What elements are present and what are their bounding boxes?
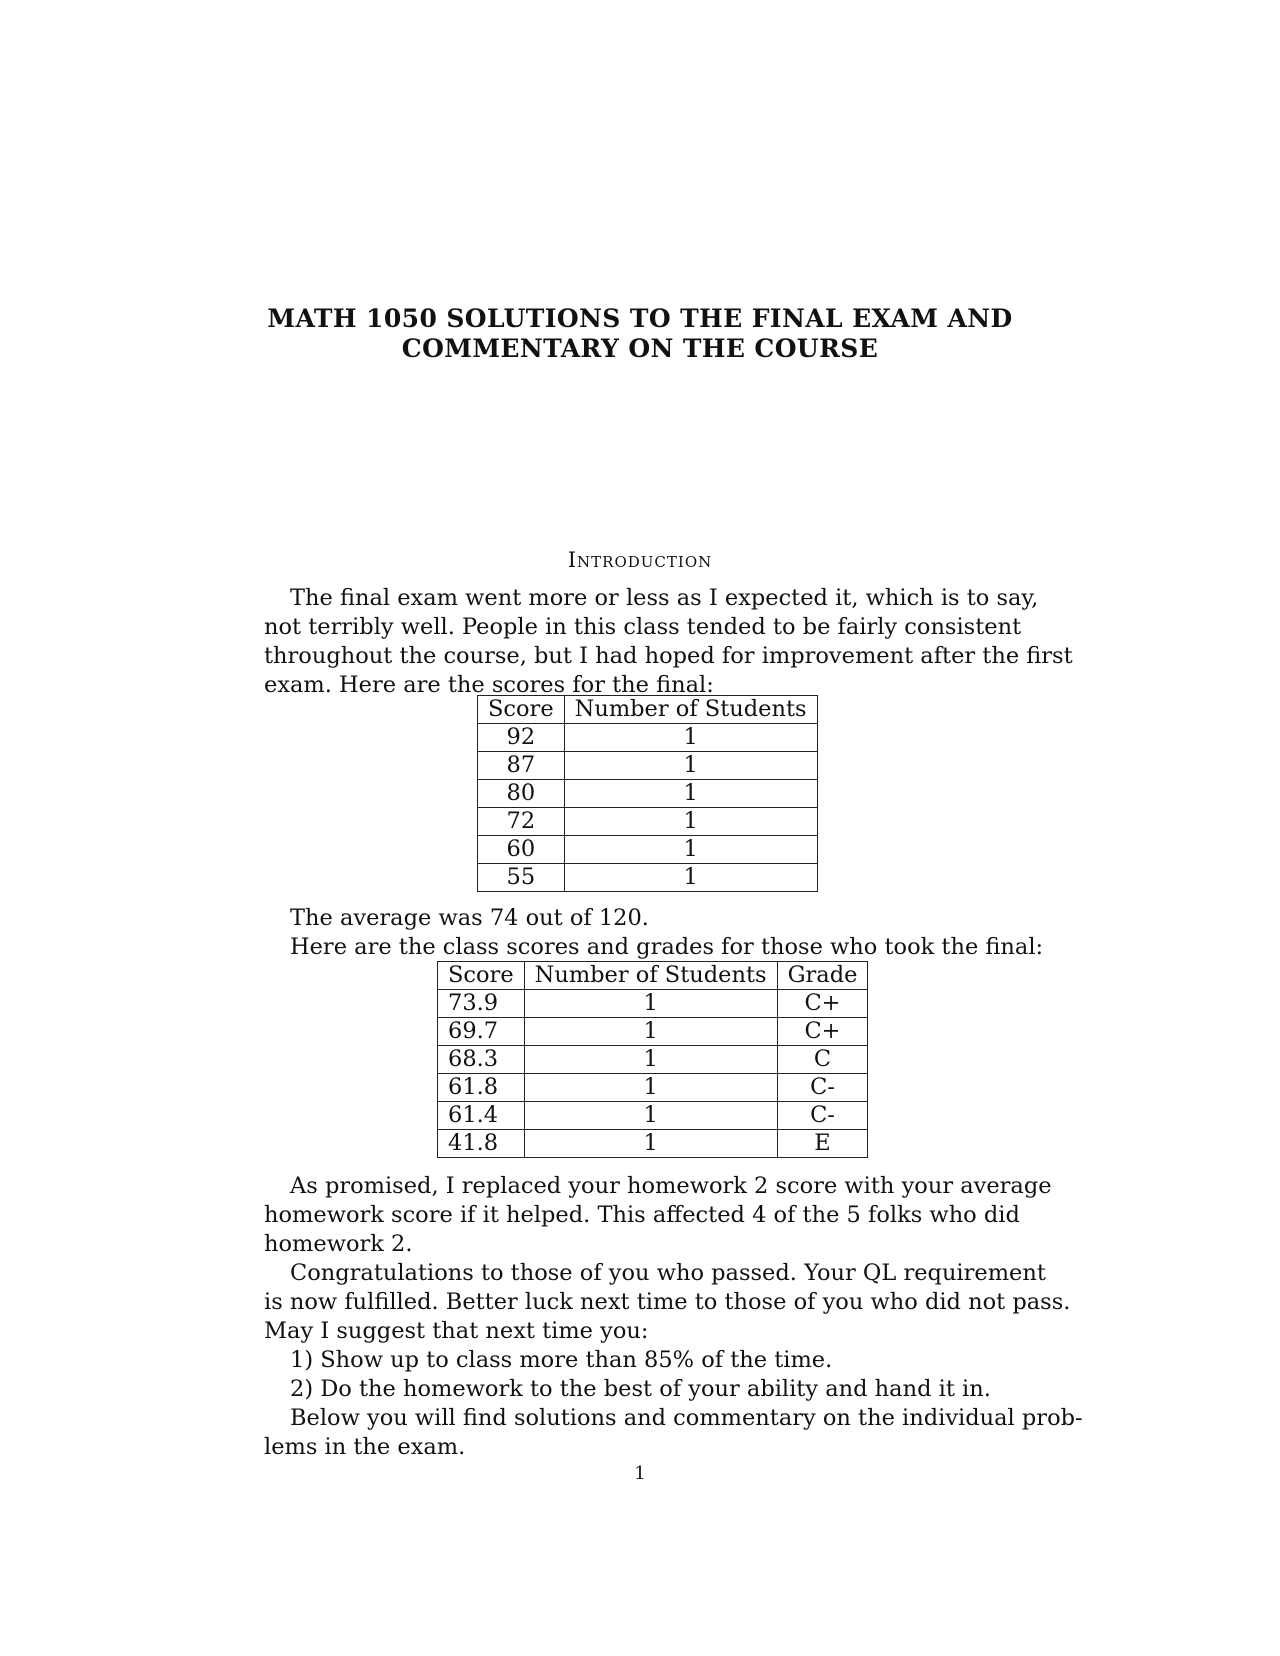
title-line-1: MATH 1050 SOLUTIONS TO THE FINAL EXAM AND <box>267 304 1013 333</box>
table-row <box>478 780 818 808</box>
table-cell: 55 <box>478 864 565 892</box>
table-cell: 92 <box>478 724 565 752</box>
column-header: Score <box>478 696 565 724</box>
table-cell: 1 <box>524 990 777 1018</box>
table-cell: 1 <box>524 1018 777 1046</box>
title-line-2: COMMENTARY ON THE COURSE <box>401 334 879 363</box>
final-scores-table <box>477 695 818 892</box>
table-row <box>438 990 868 1018</box>
table-row <box>478 836 818 864</box>
table-cell: 73.9 <box>438 990 525 1018</box>
table-cell: 1 <box>564 864 817 892</box>
text-line: not terribly well. People in this class tended to be fairly consistent <box>264 614 1022 640</box>
table-cell: 80 <box>478 780 565 808</box>
table-row <box>478 808 818 836</box>
table-cell: 1 <box>564 808 817 836</box>
text-line: The final exam went more or less as I expected it, which is to say, <box>290 585 1039 611</box>
intro-paragraph <box>264 584 1073 700</box>
table-row <box>478 724 818 752</box>
table-row <box>438 1074 868 1102</box>
text-line: throughout the course, but I had hoped for improvement after the first <box>264 643 1073 669</box>
suggestion-item: 2) Do the homework to the best of your ability and hand it in. <box>290 1376 991 1402</box>
table-row <box>438 1102 868 1130</box>
text-line: is now fulfilled. Better luck next time to those of you who did not pass. <box>264 1289 1071 1315</box>
table-row <box>438 1018 868 1046</box>
table-cell: 61.4 <box>438 1102 525 1130</box>
table-cell: C <box>777 1046 868 1074</box>
table-cell: E <box>777 1130 868 1158</box>
table-cell: 1 <box>524 1130 777 1158</box>
table-row <box>438 1046 868 1074</box>
table-cell: 61.8 <box>438 1074 525 1102</box>
table-cell: C- <box>777 1074 868 1102</box>
table-row <box>438 1130 868 1158</box>
column-header: Grade <box>777 962 868 990</box>
table-header-row <box>438 962 868 990</box>
table-cell: 1 <box>524 1046 777 1074</box>
text-line: Below you will find solutions and commentary on the individual prob- <box>290 1405 1083 1431</box>
class-grades-table <box>437 961 868 1158</box>
text-line: homework score if it helped. This affected 4 of the 5 folks who did <box>264 1202 1020 1228</box>
column-header: Number of Students <box>524 962 777 990</box>
table-cell: 1 <box>524 1102 777 1130</box>
table-cell: 72 <box>478 808 565 836</box>
column-header: Number of Students <box>564 696 817 724</box>
body-paragraphs <box>264 1172 1083 1462</box>
table-cell: 41.8 <box>438 1130 525 1158</box>
table-cell: 68.3 <box>438 1046 525 1074</box>
table-cell: 1 <box>564 752 817 780</box>
page-number: 1 <box>634 1463 646 1484</box>
table-cell: C+ <box>777 990 868 1018</box>
section-heading: Introduction <box>567 548 713 572</box>
suggestion-item: 1) Show up to class more than 85% of the time. <box>290 1347 833 1373</box>
class-scores-intro: Here are the class scores and grades for those who took the final: <box>290 934 1044 960</box>
text-line: Congratulations to those of you who passed. Your QL requirement <box>290 1260 1046 1286</box>
table-row <box>478 752 818 780</box>
text-line: May I suggest that next time you: <box>264 1318 649 1344</box>
table-header-row <box>478 696 818 724</box>
table-cell: 87 <box>478 752 565 780</box>
table-cell: 1 <box>564 724 817 752</box>
document-title <box>0 304 1280 364</box>
table-cell: 1 <box>564 780 817 808</box>
table-cell: 60 <box>478 836 565 864</box>
table-row <box>478 864 818 892</box>
column-header: Score <box>438 962 525 990</box>
average-paragraph <box>264 904 1044 962</box>
text-line: homework 2. <box>264 1231 413 1257</box>
table-cell: 1 <box>524 1074 777 1102</box>
table-cell: C- <box>777 1102 868 1130</box>
table-cell: 1 <box>564 836 817 864</box>
table-cell: C+ <box>777 1018 868 1046</box>
average-text: The average was 74 out of 120. <box>290 905 649 931</box>
text-line: lems in the exam. <box>264 1434 466 1460</box>
text-line: As promised, I replaced your homework 2 score with your average <box>290 1173 1052 1199</box>
text-line: exam. Here are the scores for the final: <box>264 672 714 698</box>
table-cell: 69.7 <box>438 1018 525 1046</box>
